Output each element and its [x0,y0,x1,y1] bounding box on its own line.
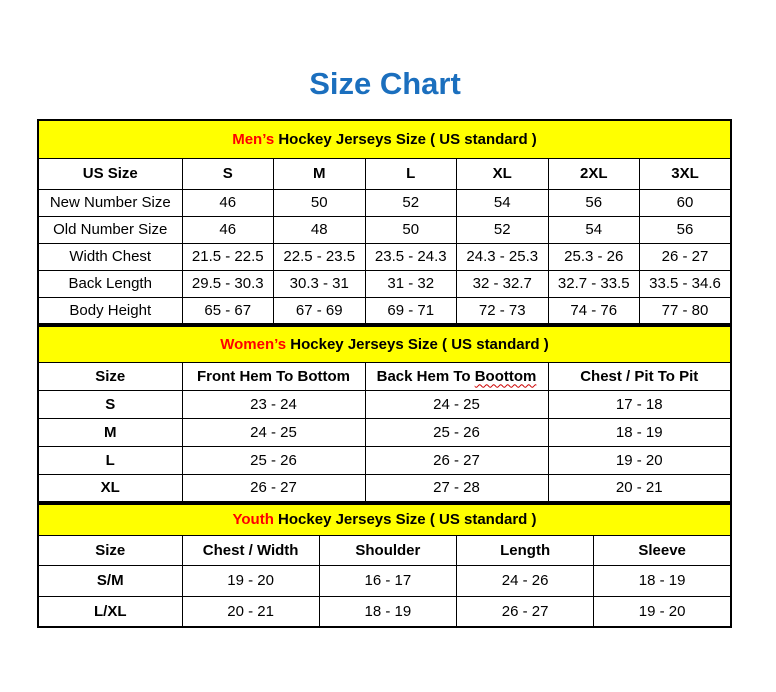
table-row [38,596,731,627]
size-value-cell: 77 - 80 [640,297,732,324]
row-label-cell: XL [38,474,182,502]
size-value-cell: 21.5 - 22.5 [182,243,274,270]
youth-header-sleeve: Sleeve [594,535,731,565]
back-hem-label: Back Hem To [376,367,471,385]
table-row [38,270,731,297]
row-label-cell: M [38,418,182,446]
table-row [38,474,731,502]
page-title: Size Chart [309,66,461,101]
womens-header-back [365,362,548,390]
size-value-cell: 24.3 - 25.3 [457,243,549,270]
size-value-cell: 50 [365,216,457,243]
size-value-cell: 19 - 20 [548,446,731,474]
size-value-cell: 25 - 26 [182,446,365,474]
size-value-cell: 32.7 - 33.5 [548,270,640,297]
size-value-cell: 46 [182,216,274,243]
youth-banner-highlight: Youth [232,511,274,529]
womens-section-banner [38,326,731,362]
table-row [38,189,731,216]
row-label-cell: S/M [38,565,182,596]
mens-section-banner [38,120,731,158]
size-value-cell: 20 - 21 [182,596,319,627]
size-value-cell: 56 [548,189,640,216]
table-row [38,390,731,418]
mens-header-m: M [274,158,366,189]
youth-banner-text: Hockey Jerseys Size ( US standard ) [278,511,537,529]
size-value-cell: 29.5 - 30.3 [182,270,274,297]
table-row [38,120,731,158]
size-value-cell: 26 - 27 [365,446,548,474]
mens-header-s: S [182,158,274,189]
womens-banner-text: Hockey Jerseys Size ( US standard ) [290,335,549,353]
table-row [38,446,731,474]
mens-header-2xl: 2XL [548,158,640,189]
row-label-cell: Old Number Size [38,216,182,243]
size-value-cell: 46 [182,189,274,216]
size-value-cell: 54 [548,216,640,243]
table-row [38,158,731,189]
youth-header-chest: Chest / Width [182,535,319,565]
misspelled-word: Boottom [474,367,537,385]
size-value-cell: 69 - 71 [365,297,457,324]
womens-header-size: Size [38,362,182,390]
size-value-cell: 18 - 19 [594,565,731,596]
size-value-cell: 25.3 - 26 [548,243,640,270]
table-row [38,565,731,596]
table-row [38,326,731,362]
size-value-cell: 24 - 26 [457,565,594,596]
size-value-cell: 54 [457,189,549,216]
size-value-cell: 74 - 76 [548,297,640,324]
size-value-cell: 31 - 32 [365,270,457,297]
size-tables-container [37,119,732,628]
row-label-cell: New Number Size [38,189,182,216]
mens-header-us-size: US Size [38,158,182,189]
size-value-cell: 60 [640,189,732,216]
size-value-cell: 22.5 - 23.5 [274,243,366,270]
youth-size-table [37,503,732,628]
size-value-cell: 33.5 - 34.6 [640,270,732,297]
size-value-cell: 65 - 67 [182,297,274,324]
mens-size-table [37,119,732,325]
size-value-cell: 50 [274,189,366,216]
size-value-cell: 23.5 - 24.3 [365,243,457,270]
size-value-cell: 24 - 25 [365,390,548,418]
size-value-cell: 19 - 20 [594,596,731,627]
size-value-cell: 30.3 - 31 [274,270,366,297]
size-value-cell: 52 [365,189,457,216]
row-label-cell: Width Chest [38,243,182,270]
size-value-cell: 72 - 73 [457,297,549,324]
size-value-cell: 52 [457,216,549,243]
row-label-cell: L/XL [38,596,182,627]
table-row [38,418,731,446]
size-value-cell: 19 - 20 [182,565,319,596]
mens-header-xl: XL [457,158,549,189]
womens-banner-highlight: Women’s [220,335,287,353]
size-value-cell: 17 - 18 [548,390,731,418]
youth-header-length: Length [457,535,594,565]
size-value-cell: 48 [274,216,366,243]
size-value-cell: 20 - 21 [548,474,731,502]
size-value-cell: 32 - 32.7 [457,270,549,297]
table-row [38,216,731,243]
mens-banner-text: Hockey Jerseys Size ( US standard ) [278,130,537,148]
size-value-cell: 18 - 19 [548,418,731,446]
womens-header-chest: Chest / Pit To Pit [548,362,731,390]
table-row [38,535,731,565]
size-value-cell: 24 - 25 [182,418,365,446]
size-value-cell: 27 - 28 [365,474,548,502]
size-value-cell: 16 - 17 [319,565,456,596]
size-value-cell: 56 [640,216,732,243]
row-label-cell: S [38,390,182,418]
size-value-cell: 23 - 24 [182,390,365,418]
mens-header-l: L [365,158,457,189]
mens-banner-highlight: Men’s [232,130,275,148]
row-label-cell: L [38,446,182,474]
youth-header-size: Size [38,535,182,565]
womens-header-front: Front Hem To Bottom [182,362,365,390]
size-value-cell: 26 - 27 [640,243,732,270]
size-value-cell: 26 - 27 [182,474,365,502]
size-value-cell: 25 - 26 [365,418,548,446]
table-row [38,243,731,270]
size-value-cell: 67 - 69 [274,297,366,324]
mens-header-3xl: 3XL [640,158,732,189]
table-row [38,504,731,535]
youth-section-banner [38,504,731,535]
size-value-cell: 18 - 19 [319,596,456,627]
row-label-cell: Body Height [38,297,182,324]
row-label-cell: Back Length [38,270,182,297]
table-row [38,362,731,390]
table-row [38,297,731,324]
womens-size-table [37,325,732,503]
size-value-cell: 26 - 27 [457,596,594,627]
youth-header-shoulder: Shoulder [319,535,456,565]
